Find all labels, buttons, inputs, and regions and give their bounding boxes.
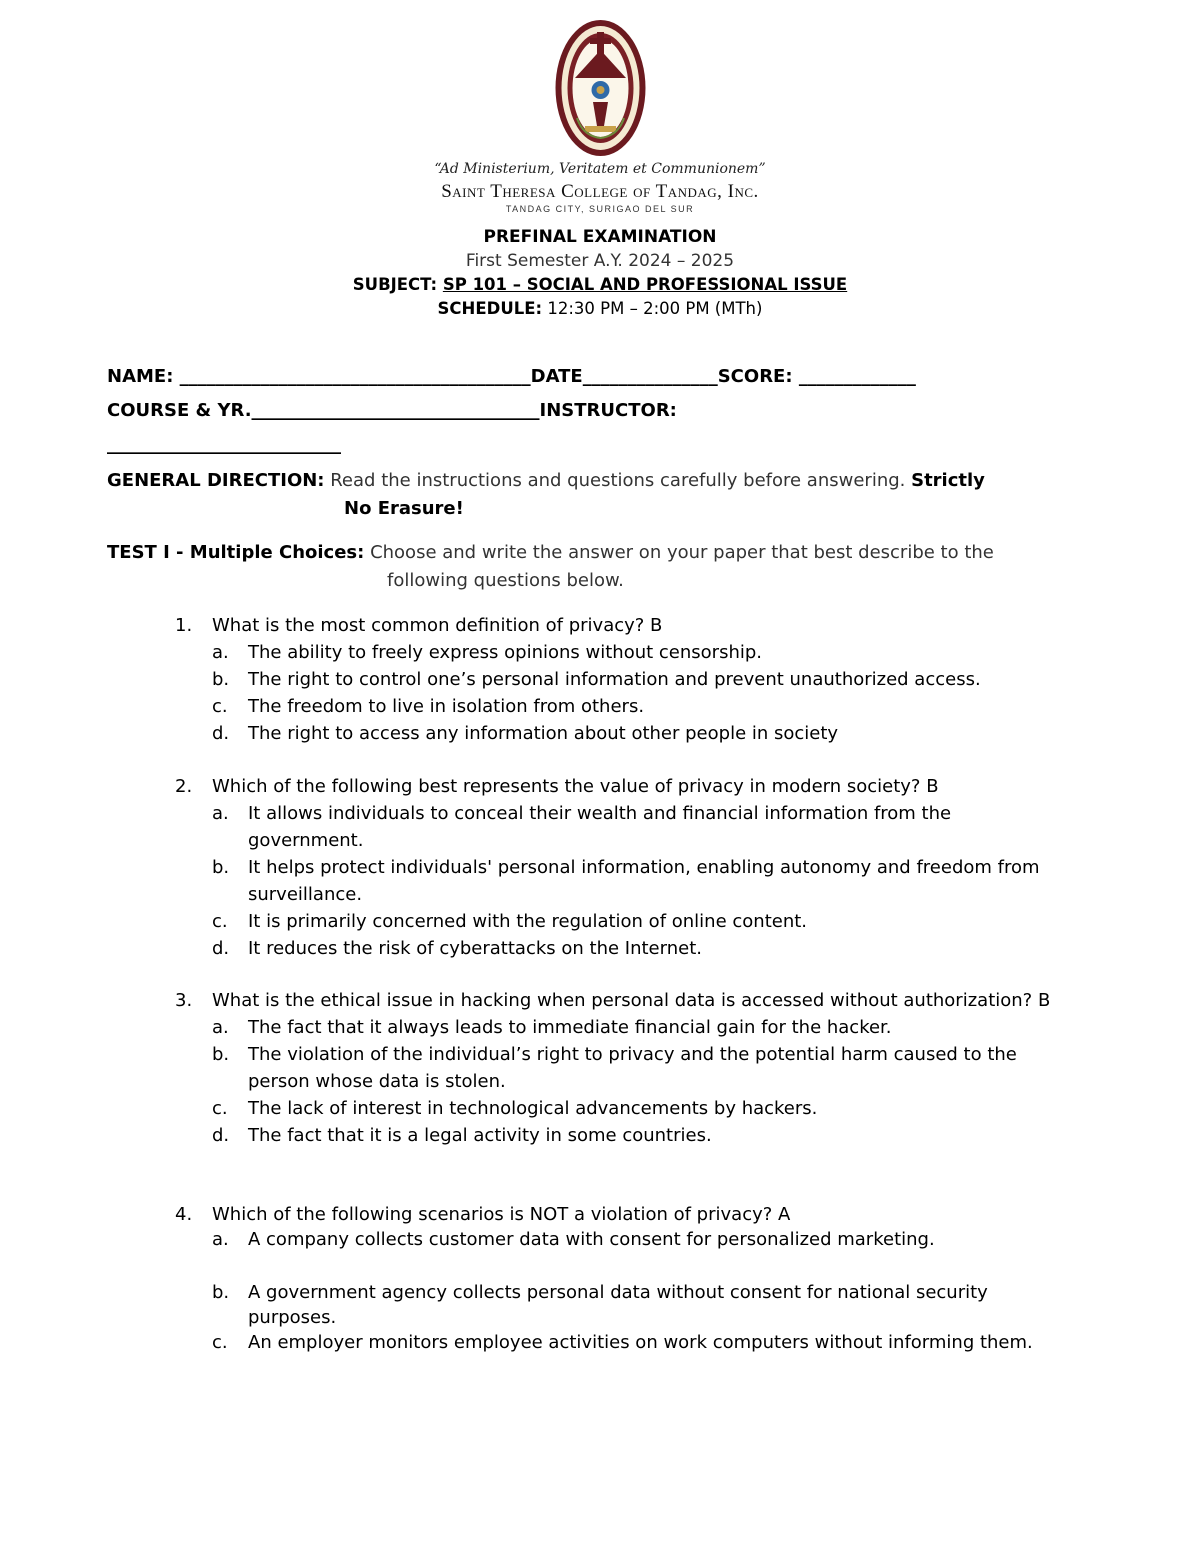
question-number: 4.	[175, 1204, 193, 1225]
option-letter: c.	[212, 696, 228, 717]
option-letter: a.	[212, 1017, 229, 1038]
test-one-instructions	[107, 539, 1067, 591]
answer-option	[212, 854, 1055, 908]
test-one-label: TEST I - Multiple Choices:	[107, 542, 365, 563]
option-letter: c.	[212, 911, 228, 932]
question-number: 3.	[175, 990, 193, 1011]
option-text: The violation of the individual’s right to privacy and the potential harm caused to the person whose data is stolen.	[248, 1044, 1017, 1092]
answer-option	[212, 1330, 1055, 1355]
college-motto: “Ad Ministerium, Veritatem et Communionem”	[434, 161, 766, 177]
subject-label: SUBJECT:	[352, 275, 443, 294]
question-text: Which of the following best represents the value of privacy in modern society? B	[212, 776, 939, 797]
no-erasure-text: No Erasure!	[344, 498, 464, 519]
answer-option	[212, 908, 1055, 935]
schedule-label: SCHEDULE:	[437, 299, 543, 318]
answer-option	[212, 1014, 1055, 1041]
option-text: It helps protect individuals' personal information, enabling autonomy and freedom from surveillance.	[248, 857, 1040, 905]
subject-value: SP 101 – SOCIAL AND PROFESSIONAL ISSUE	[442, 275, 848, 294]
schedule-line	[0, 299, 1200, 318]
answer-option	[212, 1280, 1055, 1330]
general-direction-label: GENERAL DIRECTION:	[107, 470, 325, 491]
question-item	[175, 987, 1055, 1149]
general-direction-emphasis: Strictly	[911, 470, 985, 491]
name-date-score-line: NAME: _______________________________________DATE_______________SCORE: _____________	[107, 366, 916, 387]
option-text: An employer monitors employee activities on work computers without informing them.	[248, 1332, 1033, 1353]
college-name: Saint Theresa College of Tandag, Inc.	[441, 181, 759, 202]
answer-option	[212, 666, 1055, 693]
question-item	[175, 1202, 1055, 1355]
general-direction	[107, 467, 1067, 519]
option-letter: b.	[212, 669, 230, 690]
option-text: It reduces the risk of cyberattacks on the Internet.	[248, 938, 702, 959]
exam-title: PREFINAL EXAMINATION	[483, 227, 717, 247]
test-one-text-continued: following questions below.	[387, 570, 624, 591]
option-text: The fact that it is a legal activity in some countries.	[248, 1125, 712, 1146]
answer-option	[212, 800, 1055, 854]
semester-line: First Semester A.Y. 2024 – 2025	[465, 251, 735, 271]
instructor-blank-line: __________________________	[107, 434, 341, 455]
option-text: The lack of interest in technological advancements by hackers.	[248, 1098, 818, 1119]
option-letter: b.	[212, 1044, 230, 1065]
option-letter: c.	[212, 1332, 228, 1353]
question-item	[175, 612, 1055, 747]
subject-line	[0, 275, 1200, 294]
option-text: The right to control one’s personal information and prevent unauthorized access.	[248, 669, 981, 690]
college-seal-logo	[553, 18, 648, 158]
option-text: The ability to freely express opinions without censorship.	[248, 642, 763, 663]
option-letter: d.	[212, 1125, 230, 1146]
answer-option	[212, 1122, 1055, 1149]
option-letter: a.	[212, 1229, 229, 1250]
course-instructor-line: COURSE & YR.________________________________INSTRUCTOR:	[107, 400, 677, 421]
general-direction-text: Read the instructions and questions carefully before answering.	[324, 470, 912, 491]
option-letter: b.	[212, 857, 230, 878]
answer-option	[212, 935, 1055, 962]
question-number: 2.	[175, 776, 193, 797]
option-text: The fact that it always leads to immediate financial gain for the hacker.	[248, 1017, 892, 1038]
option-letter: c.	[212, 1098, 228, 1119]
question-text: Which of the following scenarios is NOT a violation of privacy? A	[212, 1204, 791, 1225]
answer-option	[212, 639, 1055, 666]
option-text: A company collects customer data with consent for personalized marketing.	[248, 1229, 935, 1250]
option-text: A government agency collects personal data without consent for national security purposes.	[248, 1282, 988, 1328]
answer-option	[212, 1095, 1055, 1122]
college-location: TANDAG CITY, SURIGAO DEL SUR	[505, 204, 695, 214]
option-text: It is primarily concerned with the regulation of online content.	[248, 911, 808, 932]
option-text: The right to access any information about other people in society	[248, 723, 839, 744]
question-number: 1.	[175, 615, 193, 636]
option-letter: d.	[212, 938, 230, 959]
question-item	[175, 773, 1055, 962]
question-text: What is the most common definition of privacy? B	[212, 615, 663, 636]
answer-option	[212, 693, 1055, 720]
test-one-text: Choose and write the answer on your paper that best describe to the	[364, 542, 994, 563]
question-text: What is the ethical issue in hacking when personal data is accessed without authorization? B	[212, 990, 1051, 1011]
answer-option	[212, 720, 1055, 747]
option-text: It allows individuals to conceal their wealth and financial information from the government.	[248, 803, 952, 851]
answer-option	[212, 1227, 1055, 1252]
option-letter: a.	[212, 803, 229, 824]
schedule-value: 12:30 PM – 2:00 PM (MTh)	[542, 299, 763, 318]
option-letter: b.	[212, 1282, 230, 1303]
option-letter: d.	[212, 723, 230, 744]
option-text: The freedom to live in isolation from others.	[248, 696, 645, 717]
option-letter: a.	[212, 642, 229, 663]
answer-option	[212, 1041, 1055, 1095]
